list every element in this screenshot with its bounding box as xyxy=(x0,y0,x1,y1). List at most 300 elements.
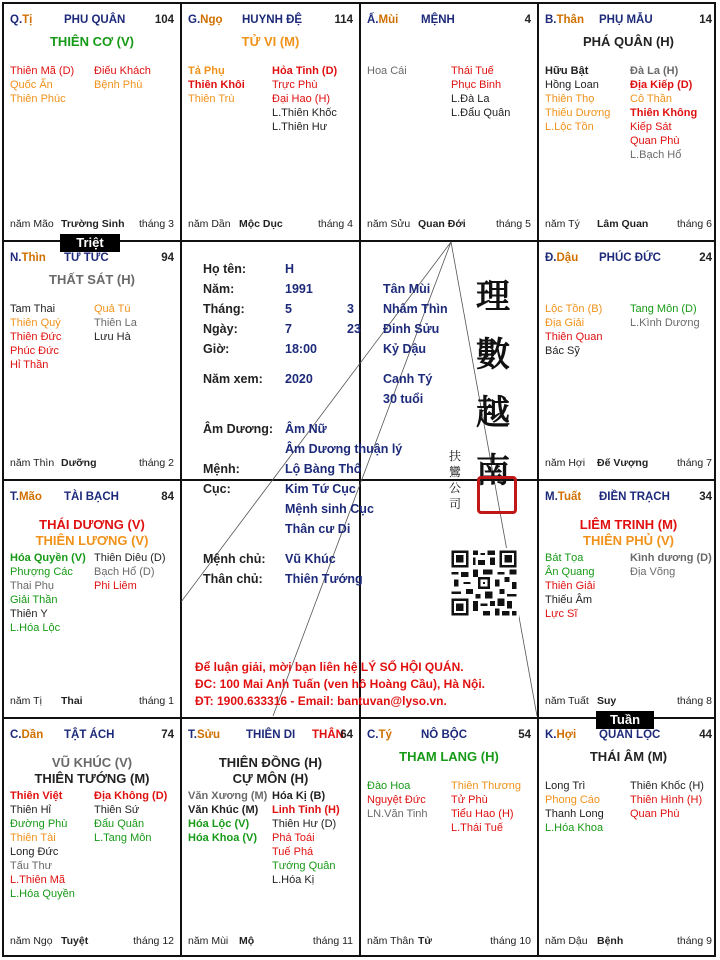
minor-stars-right xyxy=(630,551,712,579)
main-stars xyxy=(4,755,180,787)
palace-header xyxy=(188,729,353,743)
palace-stem: N. xyxy=(10,252,22,264)
minor-star: Lưu Hà xyxy=(94,331,131,343)
palace-footer xyxy=(545,218,712,231)
palace-stem: M. xyxy=(545,491,558,503)
minor-star: Tuế Phá xyxy=(272,846,314,858)
month-lunar: 3 xyxy=(347,302,354,316)
minor-star: Thiên Y xyxy=(10,608,48,620)
palace-hoi[interactable] xyxy=(539,719,718,957)
minor-star: Thiên Khôi xyxy=(188,79,245,91)
calligraphy-char: 理 xyxy=(476,277,510,317)
minor-star: Thiên Đức xyxy=(10,331,62,343)
palace-header xyxy=(188,14,353,28)
palace-year: năm Mùi xyxy=(188,935,229,947)
palace-name: TẬT ÁCH xyxy=(64,729,115,741)
palace-stage: Mộc Dục xyxy=(239,218,283,230)
main-star: THIÊN CƠ (V) xyxy=(49,34,135,49)
palace-month: tháng 3 xyxy=(138,218,174,230)
minor-star: Quả Tú xyxy=(94,303,131,315)
cuc-note: Mệnh sinh Cục xyxy=(285,502,374,516)
minor-star: Trực Phù xyxy=(272,79,318,91)
palace-branch: Mùi xyxy=(378,14,399,26)
main-star: TỬ VI (M) xyxy=(241,34,300,49)
main-star: THIÊN TƯỚNG (M) xyxy=(34,771,150,786)
palace-stem: C. xyxy=(367,729,379,741)
minor-star: L.Đẩu Quân xyxy=(451,107,511,119)
minor-star: Thiếu Âm xyxy=(545,594,593,606)
seal-text: 扶鸞公司 xyxy=(449,449,462,511)
palace-footer xyxy=(10,935,174,948)
tuan-tag: Tuần xyxy=(596,711,654,729)
minor-star: Quan Phù xyxy=(630,808,680,820)
minor-star: Đà La (H) xyxy=(630,65,679,77)
menh-chu-label: Mệnh chủ: xyxy=(203,552,266,566)
palace-name: TÀI BẠCH xyxy=(64,491,119,503)
minor-star: Đại Hao (H) xyxy=(272,93,331,105)
palace-branch: Tị xyxy=(22,14,33,26)
palace-stage: Quan Đới xyxy=(418,218,466,230)
minor-star: Thái Tuế xyxy=(451,65,494,77)
menh-label: Mệnh: xyxy=(203,462,240,476)
palace-month: tháng 10 xyxy=(490,935,531,947)
minor-star: L.Hóa Quyền xyxy=(10,888,75,900)
palace-dan[interactable] xyxy=(4,719,180,957)
minor-star: Phượng Các xyxy=(10,566,73,578)
palace-stem-branch xyxy=(545,252,578,264)
minor-star: Thiên Không xyxy=(630,107,698,119)
minor-star: Kình dương (D) xyxy=(630,552,712,564)
palace-stem-branch xyxy=(188,729,220,741)
main-stars xyxy=(182,755,359,787)
calligraphy-logo xyxy=(469,268,517,500)
main-stars xyxy=(539,34,718,50)
palace-footer xyxy=(10,695,174,708)
palace-stage: Đế Vượng xyxy=(597,457,649,469)
minor-stars-left xyxy=(10,302,61,372)
minor-stars-left xyxy=(545,302,602,358)
minor-star: L.Thái Tuế xyxy=(451,822,503,834)
palace-mui[interactable] xyxy=(361,4,537,240)
minor-star: Thiên Hỉ xyxy=(10,804,51,816)
minor-star: Thiên La xyxy=(94,317,137,329)
minor-star: Phi Liêm xyxy=(94,580,137,592)
main-star: THAM LANG (H) xyxy=(399,749,499,764)
palace-stem-branch xyxy=(545,491,581,503)
palace-footer xyxy=(545,457,712,470)
palace-stage: Lâm Quan xyxy=(597,218,649,230)
minor-star: Cô Thần xyxy=(630,93,672,105)
palace-header xyxy=(545,252,712,266)
minor-star: Thiên Hư (D) xyxy=(272,818,337,830)
minor-star: Thiên Quan xyxy=(545,331,603,343)
main-stars xyxy=(182,34,359,50)
palace-age: 34 xyxy=(699,491,712,503)
main-star: VŨ KHÚC (V) xyxy=(51,755,133,770)
palace-month: tháng 8 xyxy=(676,695,712,707)
minor-stars-left xyxy=(367,64,407,78)
minor-star: Tam Thai xyxy=(10,303,56,315)
palace-year: năm Ngọ xyxy=(10,935,53,947)
cuc-label: Cục: xyxy=(203,482,231,496)
hour-can: Kỷ Dậu xyxy=(383,342,427,356)
main-star: CỰ MÔN (H) xyxy=(232,771,309,786)
minor-star: Hoa Cái xyxy=(367,65,407,77)
minor-star: Địa Võng xyxy=(630,566,676,578)
palace-ti[interactable] xyxy=(4,4,180,240)
palace-footer xyxy=(367,935,531,948)
main-star: THIÊN PHỦ (V) xyxy=(583,533,674,548)
year-value: 1991 xyxy=(285,282,313,296)
palace-name: NÔ BỘC xyxy=(421,729,467,741)
palace-stem: T. xyxy=(188,729,197,741)
minor-stars-left xyxy=(188,64,245,106)
palace-month: tháng 5 xyxy=(495,218,531,230)
palace-month: tháng 12 xyxy=(133,935,174,947)
minor-stars-right xyxy=(94,64,151,92)
palace-header xyxy=(10,729,174,743)
palace-age: 24 xyxy=(699,252,712,264)
main-stars xyxy=(4,272,180,288)
palace-thin[interactable] xyxy=(4,242,180,479)
palace-header xyxy=(10,491,174,505)
palace-month: tháng 11 xyxy=(312,935,353,947)
hour-value: 18:00 xyxy=(285,342,317,356)
palace-header xyxy=(10,14,174,28)
palace-stem: K. xyxy=(545,729,557,741)
palace-name: PHỤ MẪU xyxy=(599,14,653,26)
minor-star: Tang Môn (D) xyxy=(630,303,697,315)
minor-star: L.Hóa Kị xyxy=(272,874,315,886)
palace-stage: Tử xyxy=(418,935,433,947)
minor-star: Linh Tinh (H) xyxy=(272,804,340,816)
calligraphy-char: 南 xyxy=(476,451,510,491)
amduong-value: Âm Nữ xyxy=(285,422,327,436)
palace-name: THIÊN DI xyxy=(246,729,296,741)
palace-name: TỬ TỨC xyxy=(64,252,109,264)
minor-star: Hồng Loan xyxy=(545,79,599,91)
palace-stem-branch xyxy=(10,252,46,264)
minor-star: Thiên Sứ xyxy=(94,804,140,816)
palace-stem-branch xyxy=(10,729,43,741)
palace-name: PHÚC ĐỨC xyxy=(599,252,661,264)
minor-star: Phá Toái xyxy=(272,832,315,844)
minor-star: L.Bạch Hổ xyxy=(630,149,682,161)
minor-stars-right xyxy=(94,302,137,344)
palace-mao[interactable] xyxy=(4,481,180,717)
minor-stars-right xyxy=(272,64,337,134)
minor-star: Đường Phù xyxy=(10,818,68,830)
palace-year: năm Mão xyxy=(10,218,54,230)
minor-stars-left xyxy=(188,789,267,845)
palace-month: tháng 2 xyxy=(138,457,174,469)
name-label: Họ tên: xyxy=(203,262,247,276)
palace-month: tháng 6 xyxy=(676,218,712,230)
minor-star: L.Lộc Tồn xyxy=(545,121,594,133)
minor-star: Bát Tọa xyxy=(545,552,584,564)
minor-star: Thiên Mã (D) xyxy=(10,65,75,77)
palace-year: năm Tị xyxy=(10,695,42,707)
palace-stem: B. xyxy=(545,14,557,26)
minor-star: Bạch Hổ (D) xyxy=(94,566,155,578)
palace-stage: Bệnh xyxy=(597,935,624,947)
minor-stars-left xyxy=(10,64,74,106)
minor-star: Hỉ Thần xyxy=(10,359,49,371)
minor-star: Giải Thần xyxy=(10,594,58,606)
minor-star: Thiếu Dương xyxy=(545,107,611,119)
minor-star: Thiên Phúc xyxy=(10,93,66,105)
palace-year: năm Tuất xyxy=(545,695,589,707)
month-value: 5 xyxy=(285,302,292,316)
palace-header xyxy=(545,729,712,743)
minor-stars-right xyxy=(630,779,704,821)
hour-label: Giờ: xyxy=(203,342,230,356)
view-year-can: Canh Tý xyxy=(383,372,433,386)
main-stars xyxy=(539,517,718,549)
palace-tuat[interactable] xyxy=(539,481,718,717)
minor-star: Hóa Kị (B) xyxy=(272,790,326,802)
main-star: THIÊN ĐỒNG (H) xyxy=(218,755,323,770)
minor-star: L.Hóa Lộc xyxy=(10,622,61,634)
minor-star: Địa Kiếp (D) xyxy=(630,79,693,91)
palace-age: 84 xyxy=(161,491,174,503)
minor-star: Điếu Khách xyxy=(94,65,151,77)
palace-header xyxy=(367,729,531,743)
palace-year: năm Tý xyxy=(545,218,580,230)
palace-year: năm Dần xyxy=(188,218,231,230)
than-cu: Thân cư Di xyxy=(285,522,351,536)
minor-star: Thiên Khốc (H) xyxy=(630,780,704,792)
palace-stem-branch xyxy=(10,491,42,503)
minor-stars-right xyxy=(630,302,700,330)
minor-star: Địa Không (D) xyxy=(94,790,168,802)
palace-age: 44 xyxy=(699,729,712,741)
palace-header xyxy=(545,491,712,505)
minor-star: Đào Hoa xyxy=(367,780,411,792)
palace-stem-branch xyxy=(367,14,398,26)
palace-footer xyxy=(545,935,712,948)
palace-header xyxy=(10,252,174,266)
palace-name: MỆNH xyxy=(421,14,455,26)
minor-star: Hữu Bật xyxy=(545,65,589,77)
contact-phone-email[interactable]: ĐT: 1900.633316 - Email: bantuvan@lyso.vn. xyxy=(195,694,447,708)
calligraphy-char: 數 xyxy=(476,335,510,375)
palace-dau[interactable] xyxy=(539,242,718,479)
palace-age: 74 xyxy=(161,729,174,741)
view-year-value: 2020 xyxy=(285,372,313,386)
minor-star: L.Tang Môn xyxy=(94,832,152,844)
contact-address: ĐC: 100 Mai Anh Tuấn (ven hồ Hoàng Cầu), Hà Nội. xyxy=(195,677,486,691)
palace-stem: G. xyxy=(188,14,201,26)
palace-branch: Sửu xyxy=(196,729,220,741)
center-info-panel xyxy=(181,240,537,716)
palace-name: HUYNH ĐỆ xyxy=(242,14,303,26)
year-can: Tân Mùi xyxy=(383,282,431,296)
contact-line: Để luận giải, mời bạn liên hệ LÝ SỐ HỘI QUÁN. xyxy=(195,660,464,674)
year-label: Năm: xyxy=(203,282,235,296)
triet-tag: Triệt xyxy=(60,234,120,252)
minor-star: Hóa Khoa (V) xyxy=(188,832,258,844)
palace-stem-branch xyxy=(545,14,584,26)
menh-value: Lộ Bàng Thổ xyxy=(285,462,362,476)
palace-month: tháng 7 xyxy=(676,457,712,469)
main-star: THÁI DƯƠNG (V) xyxy=(39,517,145,532)
month-label: Tháng: xyxy=(203,302,245,316)
main-stars xyxy=(4,517,180,549)
minor-stars-left xyxy=(10,551,86,635)
palace-name: QUAN LỘC xyxy=(599,729,661,741)
name-value: H xyxy=(285,262,295,276)
palace-stem: C. xyxy=(10,729,22,741)
palace-age: 14 xyxy=(699,14,712,26)
palace-header xyxy=(367,14,531,28)
minor-star: Đẩu Quân xyxy=(94,818,145,830)
palace-age: 64 xyxy=(340,729,353,741)
minor-star: Tấu Thư xyxy=(10,860,53,872)
palace-branch: Mão xyxy=(18,491,42,503)
palace-year: năm Thìn xyxy=(10,457,55,469)
red-seal-stamp xyxy=(477,476,517,514)
main-star: LIÊM TRINH (M) xyxy=(579,517,678,532)
palace-stem: Ấ. xyxy=(367,14,379,26)
day-value: 7 xyxy=(285,322,292,336)
minor-star: Phúc Đức xyxy=(10,345,59,357)
palace-footer xyxy=(367,218,531,231)
palace-stem-branch xyxy=(545,729,576,741)
day-lunar: 23 xyxy=(347,322,361,336)
palace-branch: Dần xyxy=(21,729,44,741)
palace-stem-branch xyxy=(10,14,32,26)
menh-chu-value: Vũ Khúc xyxy=(285,552,336,566)
palace-year: năm Sửu xyxy=(367,218,411,230)
minor-star: Văn Xương (M) xyxy=(188,790,268,802)
palace-stage: Thai xyxy=(61,695,83,707)
minor-star: Phong Cáo xyxy=(545,794,601,806)
palace-header xyxy=(545,14,712,28)
minor-star: Thiên Quý xyxy=(10,317,61,329)
minor-star: Long Trì xyxy=(545,780,586,792)
palace-stem: Q. xyxy=(10,14,23,26)
minor-star: Thiên Việt xyxy=(10,790,63,802)
amduong-label: Âm Dương: xyxy=(203,422,274,436)
minor-stars-right xyxy=(451,64,510,120)
cuc-value: Kim Tứ Cục xyxy=(285,482,356,496)
than-chu-value: Thiên Tướng xyxy=(285,572,363,586)
minor-star: Phục Binh xyxy=(451,79,502,91)
view-year-label: Năm xem: xyxy=(203,372,263,386)
palace-branch: Hợi xyxy=(556,729,577,741)
minor-star: Văn Khúc (M) xyxy=(188,804,259,816)
minor-star: Long Đức xyxy=(10,846,59,858)
palace-footer xyxy=(188,935,353,948)
minor-stars-left xyxy=(545,551,595,621)
minor-star: L.Thiên Khốc xyxy=(272,107,337,119)
palace-stage: Dưỡng xyxy=(61,457,97,469)
minor-star: Địa Giải xyxy=(545,317,585,329)
minor-star: Lực Sĩ xyxy=(545,608,578,620)
palace-branch: Ngọ xyxy=(200,14,223,26)
minor-star: Hỏa Tinh (D) xyxy=(272,65,338,77)
age-value: 30 tuổi xyxy=(383,392,424,406)
minor-star: Thiên Tài xyxy=(10,832,56,844)
minor-star: L.Thiên Hư xyxy=(272,121,328,133)
minor-star: L.Đà La xyxy=(451,93,490,105)
minor-star: Thiên Thọ xyxy=(545,93,595,105)
palace-year: năm Hợi xyxy=(545,457,586,469)
amduong-note: Âm Dương thuận lý xyxy=(285,442,403,456)
palace-month: tháng 4 xyxy=(317,218,353,230)
palace-branch: Tuất xyxy=(557,491,582,503)
minor-star: Bác Sỹ xyxy=(545,345,580,357)
minor-star: LN.Văn Tinh xyxy=(367,808,428,820)
palace-branch: Thân xyxy=(556,14,584,26)
minor-stars-left xyxy=(545,779,604,835)
palace-age: 114 xyxy=(334,14,353,26)
minor-star: Thiên Thương xyxy=(451,780,522,792)
minor-star: Lộc Tồn (B) xyxy=(545,303,603,315)
minor-star: Thiên Hình (H) xyxy=(630,794,703,806)
minor-stars-right xyxy=(451,779,521,835)
calligraphy-char: 越 xyxy=(476,393,510,433)
day-label: Ngày: xyxy=(203,322,238,336)
minor-star: Kiếp Sát xyxy=(630,121,672,133)
minor-stars-right xyxy=(630,64,697,162)
palace-year: năm Thân xyxy=(367,935,415,947)
minor-star: Hóa Quyền (V) xyxy=(10,552,86,564)
palace-stem-branch xyxy=(367,729,392,741)
minor-star: Thanh Long xyxy=(545,808,604,820)
palace-age: 104 xyxy=(154,14,174,26)
palace-branch: Tý xyxy=(378,729,392,741)
palace-stage: Trường Sinh xyxy=(61,218,125,230)
minor-star: Thiên Giải xyxy=(545,580,596,592)
palace-footer xyxy=(10,457,174,470)
palace-than[interactable] xyxy=(539,4,718,240)
palace-suu[interactable] xyxy=(182,719,359,957)
palace-ty[interactable] xyxy=(361,719,537,957)
palace-ngo[interactable] xyxy=(182,4,359,240)
minor-star: Quốc Ấn xyxy=(10,79,53,91)
minor-star: Thai Phụ xyxy=(10,580,55,592)
palace-age: 54 xyxy=(518,729,531,741)
palace-stem-branch xyxy=(188,14,223,26)
palace-footer xyxy=(545,695,712,708)
minor-star: Tiểu Hao (H) xyxy=(451,808,514,820)
palace-stem: Đ. xyxy=(545,252,557,264)
minor-star: Thiên Diêu (D) xyxy=(94,552,166,564)
palace-name: PHU QUÂN xyxy=(64,14,126,26)
main-star: THÁI ÂM (M) xyxy=(589,749,668,764)
palace-age: 94 xyxy=(161,252,174,264)
main-star: THIÊN LƯƠNG (V) xyxy=(35,533,149,548)
palace-footer xyxy=(10,218,174,231)
palace-branch: Dậu xyxy=(556,252,579,264)
minor-star: Nguyệt Đức xyxy=(367,794,426,806)
palace-stem: T. xyxy=(10,491,19,503)
minor-star: Tử Phù xyxy=(451,794,488,806)
minor-star: Quan Phù xyxy=(630,135,680,147)
minor-star: Hóa Lộc (V) xyxy=(188,818,250,830)
palace-branch: Thìn xyxy=(21,252,46,264)
minor-stars-left xyxy=(10,789,75,901)
main-stars xyxy=(539,749,718,765)
minor-star: Tả Phụ xyxy=(188,65,225,77)
month-can: Nhâm Thìn xyxy=(383,302,448,316)
minor-star: L.Thiên Mã xyxy=(10,874,66,886)
minor-stars-right xyxy=(94,789,167,845)
minor-star: L.Kình Dương xyxy=(630,317,700,329)
minor-stars-right xyxy=(94,551,166,593)
